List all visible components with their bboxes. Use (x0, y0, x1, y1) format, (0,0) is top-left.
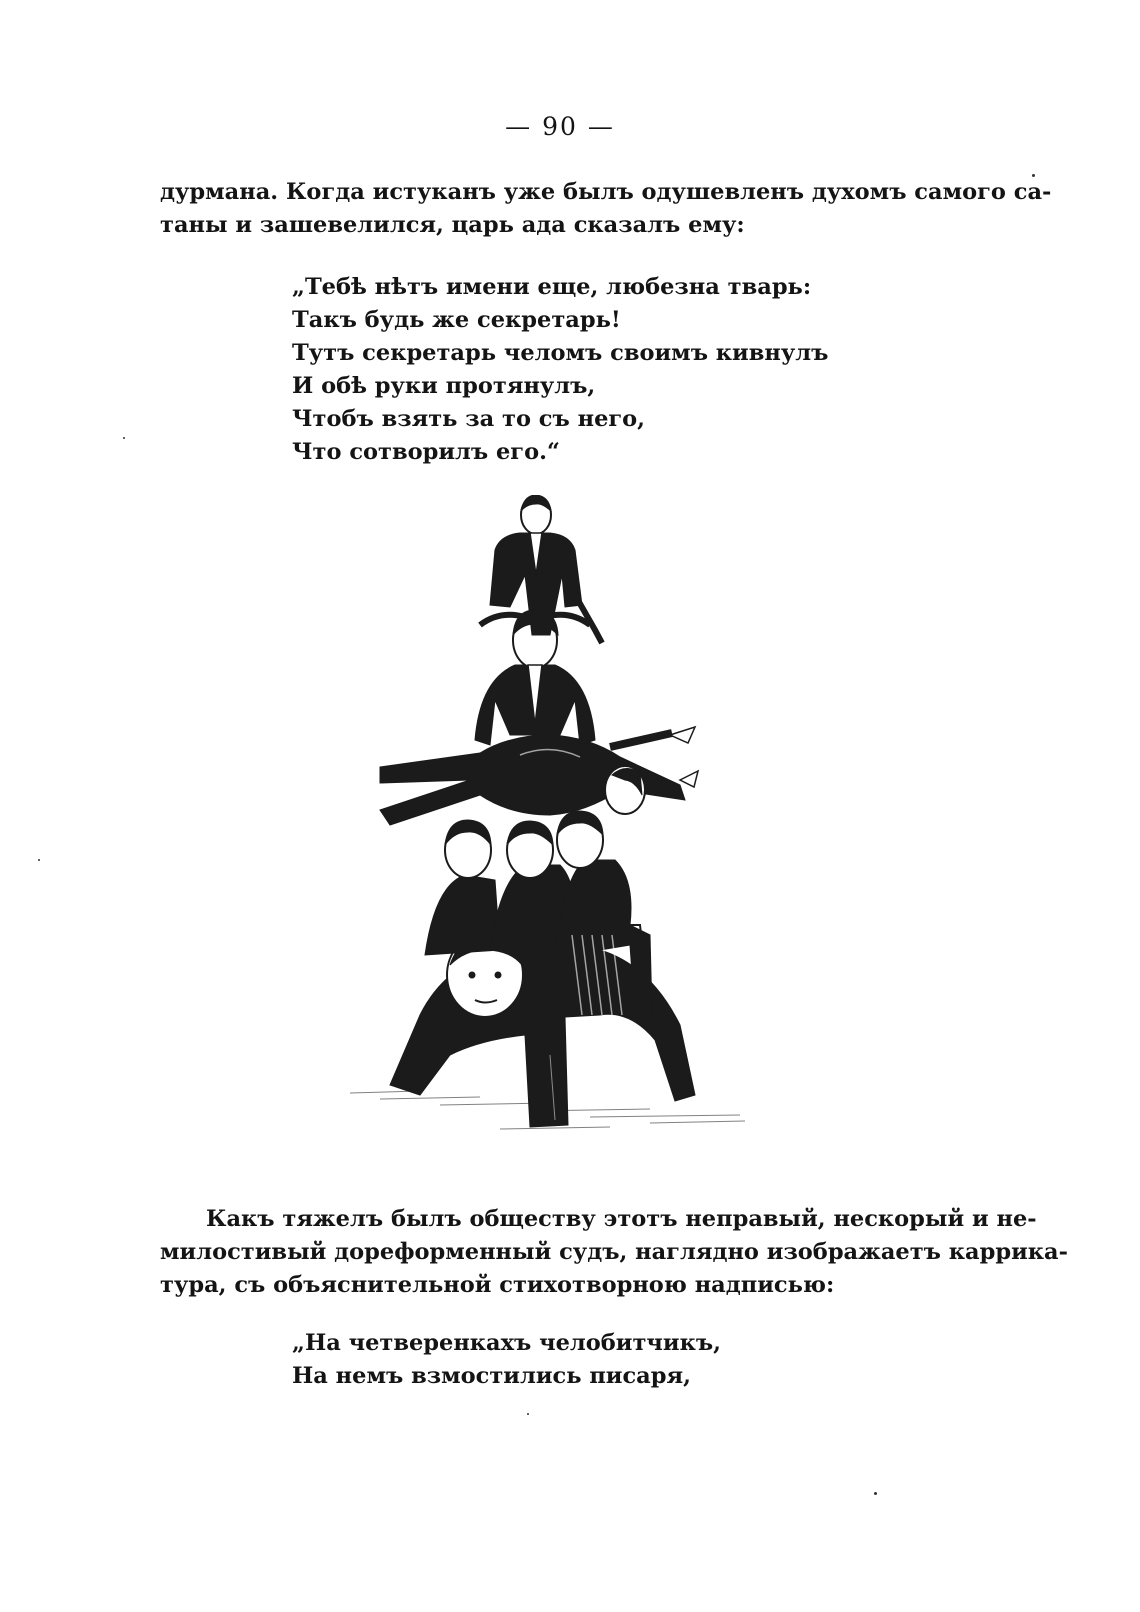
scan-speck (123, 437, 125, 439)
paragraph-2-line: Какъ тяжелъ былъ обществу этотъ неправый, нескорый и не- (206, 1206, 1037, 1232)
scan-speck (527, 1413, 529, 1415)
verse-1-line: Такъ будь же секретарь! (292, 307, 621, 333)
paragraph-1-line: таны и зашевелился, царь ада сказалъ ему: (160, 212, 745, 238)
caricature-illustration (350, 495, 770, 1180)
paragraph-2 (160, 1203, 1068, 1302)
verse-1-line: Чтобъ взять за то съ него, (292, 406, 646, 432)
horizontal-clerk (380, 727, 698, 825)
verse-1-line: И обѣ руки протянулъ, (292, 373, 596, 399)
verse-2-line: На немъ взмостились писаря, (292, 1363, 691, 1389)
paragraph-2-line: милостивый дореформенный судъ, наглядно изображаетъ каррика- (160, 1239, 1068, 1265)
verse-1-line: Тутъ секретарь челомъ своимъ кивнулъ (292, 340, 829, 366)
scan-speck (1032, 174, 1035, 177)
verse-2-line: „На четверенкахъ челобитчикъ, (292, 1330, 721, 1356)
verse-quotation-1 (292, 271, 828, 469)
scan-speck (874, 1492, 877, 1495)
verse-1-line: Что сотворилъ его.“ (292, 439, 560, 465)
scan-speck (38, 859, 40, 861)
page-number: — 90 — (505, 112, 615, 141)
verse-1-line: „Тебѣ нѣтъ имени еще, любезна тварь: (292, 274, 812, 300)
paragraph-1 (160, 176, 1052, 242)
verse-quotation-2 (292, 1327, 721, 1393)
paragraph-2-line: тура, съ объяснительной стихотворною надписью: (160, 1272, 835, 1298)
paragraph-1-line: дурмана. Когда истуканъ уже былъ одушевленъ духомъ самого са- (160, 179, 1052, 205)
